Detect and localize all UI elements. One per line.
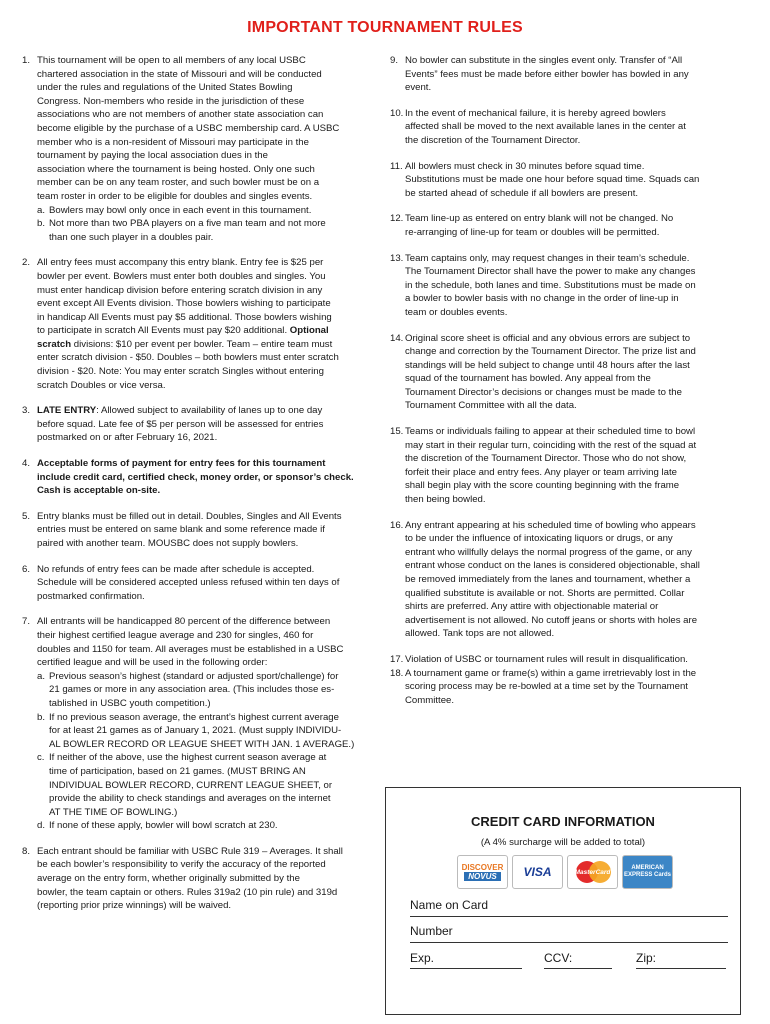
rule-text-line: All bowlers must check in 30 minutes before squad time. xyxy=(405,160,645,172)
rule-number: 11. xyxy=(390,160,403,172)
rule-subitem-line xyxy=(37,724,367,738)
rule-text-line: Any entrant appearing at his scheduled time of bowling who appears xyxy=(405,519,696,531)
rule-number: 10. xyxy=(390,107,404,119)
rule-item xyxy=(22,615,367,833)
rule-number: 1. xyxy=(22,55,31,66)
subitem-text: for at least 21 games as of January 1, 2021. (Must supply INDIVIDU- xyxy=(49,725,342,737)
rule-text-line: doubles and 1150 for team. All averages must be established in a USBC xyxy=(37,643,344,655)
rule-subitem-line xyxy=(37,806,367,820)
rule-text-line: Entry blanks must be filled out in detail. Doubles, Singles and All Events xyxy=(37,510,342,522)
rule-text-line: Each entrant should be familiar with USBC Rule 319 – Averages. It shall xyxy=(37,845,343,857)
rule-item xyxy=(390,160,735,201)
rule-text-line: Tournament Committee with all the data. xyxy=(405,400,577,412)
rule-item xyxy=(390,54,735,95)
credit-card-box xyxy=(385,787,741,1015)
rule-text-line: to be under the influence of intoxicating liquors or drugs, or any xyxy=(405,533,673,545)
subitem-text: Bowlers may bowl only once in each event in this tournament. xyxy=(49,204,312,216)
rule-text-line: in handicap All Events must pay $5 additional. Those bowlers wishing xyxy=(37,311,332,323)
rule-text-line: Team captains only, may request changes in their team’s schedule. xyxy=(405,252,690,264)
rule-text-line: Violation of USBC or tournament rules will result in disqualification. xyxy=(405,653,688,665)
rule-text-line: Tournament Director’s decisions or changes must be made to the xyxy=(405,386,682,398)
rule-text-line: team or doubles events. xyxy=(405,306,508,318)
card-number-label: Number xyxy=(410,924,453,938)
rule-number: 9. xyxy=(390,55,399,66)
subitem-text: 21 games or more in any association area. (This includes those es- xyxy=(49,684,335,696)
rule-item xyxy=(22,563,367,604)
zip-label: Zip: xyxy=(636,951,657,965)
rules-column-right xyxy=(390,54,735,707)
rule-text-line: chartered association in the state of Missouri and will be conducted xyxy=(37,68,322,80)
subitem-text: Not more than two PBA players on a five man team and not more xyxy=(49,218,326,230)
rule-text-line: All entry fees must accompany this entry blank. Entry fee is $25 per xyxy=(37,257,324,269)
mastercard-card-logo: MasterCard xyxy=(567,855,618,889)
rule-text-line: advertisement is not allowed. No cutoff jeans or shorts with holes are xyxy=(405,614,698,626)
rule-text-line: scoring process may be re-bowled at a time set by the Tournament xyxy=(405,681,688,693)
rule-text-line: LATE ENTRY: Allowed subject to availability of lanes up to one day xyxy=(37,405,323,417)
rule-text-line: No bowler can substitute in the singles event only. Transfer of “All xyxy=(405,55,683,66)
subitem-text: If none of these apply, bowler will bowl scratch at 230. xyxy=(49,820,278,832)
expiration-label: Exp. xyxy=(410,951,435,965)
rule-text-line: forfeit their place and entry fees. Any player or team arriving late xyxy=(405,466,677,478)
rule-text-line: Cash is acceptable on-site. xyxy=(37,485,161,497)
rule-item xyxy=(390,519,735,641)
rule-text-line: No refunds of entry fees can be made after schedule is accepted. xyxy=(37,563,315,575)
visa-card-logo: VISA xyxy=(512,855,563,889)
rule-text-line: member can be on any team roster, and such bowler must be on a xyxy=(37,177,320,189)
subitem-label: a. xyxy=(37,670,46,682)
rule-text-line: scratch divisions: $10 per event per bowler. Team – entire team must xyxy=(37,338,333,350)
rule-text-line: under the rules and regulations of the United States Bowling xyxy=(37,82,293,94)
rule-text-line: average on the entry form, whether originally submitted by the xyxy=(37,873,300,885)
rule-text-line: (reporting prior prize winnings) will be waived. xyxy=(37,900,232,912)
rule-text-line: All entrants will be handicapped 80 percent of the difference between xyxy=(37,616,331,628)
rule-text-line: Substitutions must be made one hour before squad time. Squads can xyxy=(405,174,700,186)
credit-card-surcharge-note: (A 4% surcharge will be added to total) xyxy=(480,837,646,848)
rule-text-line: Acceptable forms of payment for entry fees for this tournament xyxy=(37,458,326,470)
rule-number: 7. xyxy=(22,616,31,628)
subitem-label: c. xyxy=(37,752,45,764)
rule-item xyxy=(390,212,735,239)
card-number-line[interactable] xyxy=(410,942,728,943)
rule-text-line: their highest certified league average and 230 for singles, 460 for xyxy=(37,629,314,641)
rule-subitem-line xyxy=(37,738,367,752)
rule-number: 16. xyxy=(390,519,404,531)
rule-text-line: then being bowled. xyxy=(405,494,486,506)
rule-item xyxy=(390,653,735,667)
rule-item xyxy=(390,425,735,507)
rule-text-line: shall begin play with the score counting beginning with the frame xyxy=(405,480,680,492)
rule-text-line: be removed immediately from the lanes and tournament, whether a xyxy=(405,574,691,585)
rule-text-line: member who is a non-resident of Missouri may participate in the xyxy=(37,136,309,148)
rule-text-line: become eligible by the purchase of a USBC membership card. A USBC xyxy=(37,122,340,134)
rule-text-line: standings will be held subject to change until 48 hours after the last xyxy=(405,359,690,371)
rule-text-line: affected shall be moved to the next available lanes in the center at xyxy=(405,121,686,133)
rule-number: 5. xyxy=(22,510,31,522)
rule-item xyxy=(22,510,367,551)
subitem-text: AT THE TIME OF BOWLING.) xyxy=(49,806,178,818)
rule-text-line: scratch Doubles or vice versa. xyxy=(37,379,166,391)
rule-text-line: event. xyxy=(405,82,432,94)
zip-line[interactable] xyxy=(636,968,726,969)
rule-number: 18. xyxy=(390,667,404,679)
credit-card-title: CREDIT CARD INFORMATION xyxy=(471,814,655,829)
rule-subitem-line xyxy=(37,231,367,245)
expiration-line[interactable] xyxy=(410,968,522,969)
subitem-label: d. xyxy=(37,820,46,832)
rule-item xyxy=(22,54,367,244)
rule-number: 8. xyxy=(22,845,31,857)
rule-number: 14. xyxy=(390,332,404,344)
rule-text-line: qualified substitute is available or not. Shorts are permitted. Collar xyxy=(405,587,685,599)
rule-text-line: division - $20. Note: You may enter scratch Singles without entering xyxy=(37,366,324,378)
rule-text-line: association where the tournament is being hosted. Only one such xyxy=(37,163,315,175)
rule-item xyxy=(390,252,735,320)
rule-number: 4. xyxy=(22,458,31,470)
rule-text-line: paired with another team. MOUSBC does not supply bowlers. xyxy=(37,538,299,549)
rule-text-line: associations who are not members of another state association can xyxy=(37,109,324,121)
rule-subitem-line xyxy=(37,697,367,711)
rule-text-line: be started ahead of schedule if all bowlers are present. xyxy=(405,187,639,199)
rule-text-line: Congress. Non-members who reside in the jurisdiction of these xyxy=(37,95,305,107)
rule-text-line: enter scratch division - $50. Doubles – both bowlers must enter scratch xyxy=(37,352,339,364)
rule-text-line: must enter handicap division before entering scratch division in any xyxy=(37,284,323,296)
rule-text-line: tournament by paying the local association dues in the xyxy=(37,150,268,162)
rule-text-line: Original score sheet is official and any obvious errors are subject to xyxy=(405,332,691,344)
rule-text-line: entrant who willfully delays the normal progress of the game, or any xyxy=(405,546,692,558)
rule-text-line: squad of the tournament has bowled. Any appeal from the xyxy=(405,373,651,385)
rule-text-line: the discretion of the Tournament Director. Those who do not show, xyxy=(405,453,687,465)
rule-text-line: event except All Events division. Those bowlers wishing to participate xyxy=(37,298,331,310)
subitem-label: a. xyxy=(37,204,46,216)
rule-text-line: Team line-up as entered on entry blank will not be changed. No xyxy=(405,213,674,225)
rule-text-line: include credit card, certified check, money order, or sponsor’s check. xyxy=(37,471,354,483)
subitem-text: Previous season’s highest (standard or adjusted sport/challenge) for xyxy=(49,670,339,682)
subitem-text: INDIVIDUAL BOWLER RECORD, CURRENT LEAGUE SHEET, or xyxy=(49,779,333,791)
subitem-label: b. xyxy=(37,218,46,230)
rule-text-line: may start in their regular turn, coinciding with the rest of the squad at xyxy=(405,439,697,451)
american-express-card-logo: AMERICAN EXPRESS Cards xyxy=(622,855,673,889)
subitem-text: If neither of the above, use the highest current season average at xyxy=(49,752,327,764)
rule-text-line: Schedule will be considered accepted unless refused within ten days of xyxy=(37,577,340,589)
subitem-text: than one such player in a doubles pair. xyxy=(49,231,214,243)
rule-subitem-line xyxy=(37,792,367,806)
rule-text-line: change and correction by the Tournament Director. The prize list and xyxy=(405,346,696,358)
subitem-label: b. xyxy=(37,711,46,723)
rule-subitem-line xyxy=(37,779,367,793)
rule-text-line: in the schedule, both lanes and time. Substitutions must be made on xyxy=(405,279,696,291)
rule-text-line: allowed. Tank tops are not allowed. xyxy=(405,628,555,640)
rule-text-line: to participate in scratch All Events must pay $20 additional. Optional xyxy=(37,325,329,337)
rule-text-line: shirts are preferred. Any attire with objectionable material or xyxy=(405,601,659,613)
rule-text-line: entrant whose conduct on the lanes is considered objectionable, shall xyxy=(405,560,700,572)
rule-text-line: In the event of mechanical failure, it is hereby agreed bowlers xyxy=(405,107,666,119)
rule-subitem-line xyxy=(37,765,367,779)
name-on-card-line[interactable] xyxy=(410,916,728,917)
page-title: IMPORTANT TOURNAMENT RULES xyxy=(247,19,523,36)
subitem-text: time of participation, based on 21 games. (MUST BRING AN xyxy=(49,765,306,777)
rule-subitem-line xyxy=(37,204,367,218)
rule-text-line: Teams or individuals failing to appear at their scheduled time to bowl xyxy=(405,426,696,438)
rule-text-line: team roster in order to be eligible for doubles and singles events. xyxy=(37,190,313,202)
rule-text-line: be each bowler’s responsibility to verify the accuracy of the reported xyxy=(37,859,326,871)
rule-text-line: A tournament game or frame(s) within a game irretrievably lost in the xyxy=(405,667,697,679)
rule-text-line: Events” fees must be made before either bowler has bowled in any xyxy=(405,68,689,80)
rule-item xyxy=(22,457,367,498)
rule-item xyxy=(390,667,735,708)
ccv-line[interactable] xyxy=(544,968,612,969)
rule-number: 13. xyxy=(390,252,404,264)
rule-text-line: postmarked on or after February 16, 2021. xyxy=(37,432,218,444)
rule-item xyxy=(390,107,735,148)
subitem-text: provide the ability to check standings and averages on the internet xyxy=(49,793,331,805)
rule-text-line: before squad. Late fee of $5 per person will be assessed for entries xyxy=(37,418,324,430)
rule-number: 12. xyxy=(390,213,404,225)
rule-text-line: bowler per event. Bowlers must enter both doubles and singles. You xyxy=(37,270,326,282)
subitem-text: tablished in USBC youth competition.) xyxy=(49,697,211,709)
rule-number: 3. xyxy=(22,405,31,417)
rule-text-line: postmarked confirmation. xyxy=(37,590,145,602)
rule-text-line: re-arranging of line-up for team or doubles will be permitted. xyxy=(405,226,660,238)
rule-text-line: certified league and will be used in the following order: xyxy=(37,657,268,669)
rule-subitem-line xyxy=(37,711,367,725)
subitem-text: AL BOWLER RECORD OR LEAGUE SHEET WITH JAN. 1 AVERAGE.) xyxy=(49,738,355,750)
rule-number: 2. xyxy=(22,257,31,269)
rule-number: 15. xyxy=(390,426,404,438)
rule-text-line: entries must be entered on same blank and some reference made if xyxy=(37,524,325,536)
rule-text-line: The Tournament Director shall have the power to make any changes xyxy=(405,266,696,278)
rule-text-line: Committee. xyxy=(405,694,455,706)
rule-item xyxy=(22,256,367,392)
rule-item xyxy=(22,404,367,445)
rule-subitem-line xyxy=(37,683,367,697)
rule-subitem-line xyxy=(37,751,367,765)
rule-number: 6. xyxy=(22,563,31,575)
rules-column-left xyxy=(22,54,367,913)
name-on-card-label: Name on Card xyxy=(410,898,489,912)
rule-number: 17. xyxy=(390,653,404,665)
rule-text-line: This tournament will be open to all members of any local USBC xyxy=(37,55,306,66)
rule-subitem-line xyxy=(37,670,367,684)
rule-text-line: bowler, the team captain or others. Rules 319a2 (10 pin rule) and 319d xyxy=(37,886,338,898)
rule-item xyxy=(22,845,367,913)
subitem-text: If no previous season average, the entrant’s highest current average xyxy=(49,711,339,723)
rule-text-line: a bowler to bowler basis with no change in the order of line-up in xyxy=(405,293,679,305)
accepted-cards xyxy=(457,855,673,891)
rule-text-line: the discretion of the Tournament Director. xyxy=(405,134,581,146)
rule-item xyxy=(390,332,735,414)
rule-subitem-line xyxy=(37,819,367,833)
discover-novus-card-logo: DISCOVER NOVUS xyxy=(457,855,508,889)
rule-subitem-line xyxy=(37,217,367,231)
ccv-label: CCV: xyxy=(544,951,573,965)
